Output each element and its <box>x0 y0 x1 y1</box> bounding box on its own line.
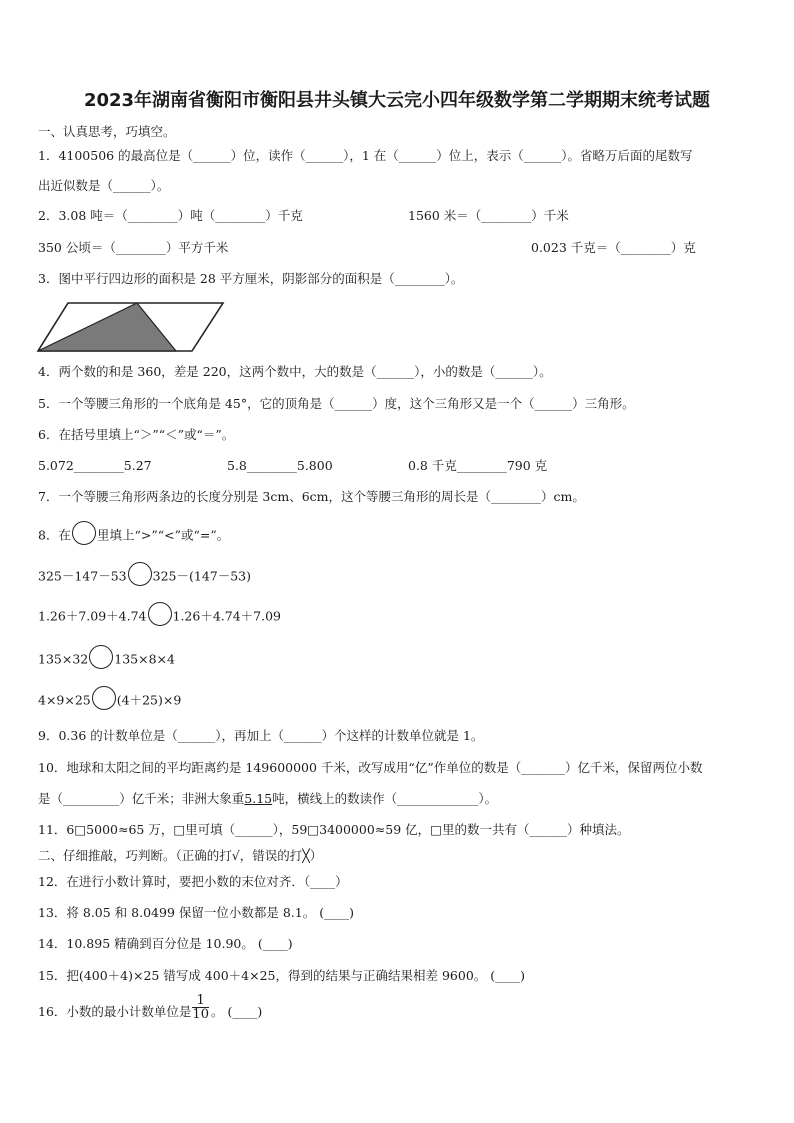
question-10-line-2 <box>38 791 497 807</box>
question-5: 5．一个等腰三角形的一个底角是 45°，它的顶角是（______）度，这个三角形又是一个（______）三角形。 <box>38 396 635 411</box>
shaded-triangle <box>38 303 176 351</box>
question-2-right-2: 0.023 千克＝（________）克 <box>531 240 696 255</box>
expr-right: 135×8×4 <box>114 651 175 667</box>
answer-circle-icon[interactable] <box>148 602 172 626</box>
question-10-line-1: 10．地球和太阳之间的平均距离约是 149600000 千米，改写成用“亿”作单位的数是（_______）亿千米，保留两位小数 <box>38 760 703 775</box>
compare-circle-icon <box>72 521 96 545</box>
q16-suffix: 。 (____) <box>210 1004 263 1019</box>
question-8-item-4 <box>38 692 181 710</box>
question-8 <box>38 527 229 545</box>
answer-circle-icon[interactable] <box>89 645 113 669</box>
expr-right: 325－(147－53) <box>152 568 252 584</box>
question-3: 3．图中平行四边形的面积是 28 平方厘米，阴影部分的面积是（________）。 <box>38 271 464 286</box>
fraction-denominator: 10 <box>192 1007 209 1022</box>
expr-left: 1.26＋7.09＋4.74 <box>38 608 147 624</box>
question-2-right-1: 1560 米＝（________）千米 <box>408 208 569 223</box>
question-6-item-2: 5.8________5.800 <box>227 458 333 473</box>
question-7: 7．一个等腰三角形两条边的长度分别是 3cm、6cm，这个等腰三角形的周长是（________）cm。 <box>38 489 585 504</box>
question-12: 12．在进行小数计算时，要把小数的末位对齐．（____） <box>38 874 348 889</box>
question-6: 6．在括号里填上“＞”“＜”或“＝”。 <box>38 427 235 442</box>
question-13: 13．将 8.05 和 8.0499 保留一位小数都是 8.1。 (____) <box>38 905 354 920</box>
expr-left: 4×9×25 <box>38 692 91 708</box>
question-1-line-2: 出近似数是（______）。 <box>38 178 170 193</box>
q10-text-a: 是（_________）亿千米；非洲大象重 <box>38 791 245 806</box>
page-title: 2023年湖南省衡阳市衡阳县井头镇大云完小四年级数学第二学期期末统考试题 <box>83 90 711 111</box>
question-8-prefix: 8．在 <box>38 527 71 543</box>
expr-right: 1.26＋4.74＋7.09 <box>172 608 281 624</box>
question-16 <box>38 993 263 1022</box>
section-1-heading: 一、认真思考，巧填空。 <box>38 124 176 139</box>
question-8-item-1 <box>38 568 251 586</box>
question-6-item-1: 5.072________5.27 <box>38 458 152 473</box>
expr-left: 135×32 <box>38 651 89 667</box>
question-4: 4．两个数的和是 360，差是 220，这两个数中，大的数是（______），小的数是（______）。 <box>38 364 552 379</box>
answer-circle-icon[interactable] <box>128 562 152 586</box>
answer-circle-icon[interactable] <box>92 686 116 710</box>
fraction-numerator: 1 <box>192 994 209 1008</box>
question-9: 9．0.36 的计数单位是（______），再加上（______）个这样的计数单位就是 1。 <box>38 728 484 743</box>
expr-right: (4＋25)×9 <box>116 692 182 708</box>
question-1-line-1: 1．4100506 的最高位是（______）位，读作（______），1 在（______）位上，表示（______）。省略万后面的尾数写 <box>38 148 693 163</box>
expr-left: 325－147－53 <box>38 568 127 584</box>
q16-text: 16．小数的最小计数单位是 <box>38 1004 192 1019</box>
question-2-left-1: 2．3.08 吨＝（________）吨（________）千克 <box>38 208 303 223</box>
question-6-item-3: 0.8 千克________790 克 <box>408 458 548 473</box>
fraction <box>192 994 209 1021</box>
section-2-heading: 二、仔细推敲，巧判断。（正确的打√，错误的打╳） <box>38 848 323 863</box>
question-8-suffix: 里填上“>”“<”或“=”。 <box>96 527 230 543</box>
underlined-number: 5.15 <box>244 791 273 806</box>
parallelogram-figure <box>36 300 226 356</box>
question-11: 11．6□5000≈65 万，□里可填（______），59□3400000≈59 亿，□里的数一共有（______）种填法。 <box>38 822 630 837</box>
question-8-item-3 <box>38 651 175 669</box>
question-2-left-2: 350 公顷＝（________）平方千米 <box>38 240 229 255</box>
question-15: 15．把(400＋4)×25 错写成 400＋4×25，得到的结果与正确结果相差 9600。 (____) <box>38 968 526 983</box>
question-14: 14．10.895 精确到百分位是 10.90。 (____) <box>38 936 293 951</box>
q10-text-b: 吨，横线上的数读作（_____________）。 <box>272 791 498 806</box>
question-8-item-2 <box>38 608 281 626</box>
